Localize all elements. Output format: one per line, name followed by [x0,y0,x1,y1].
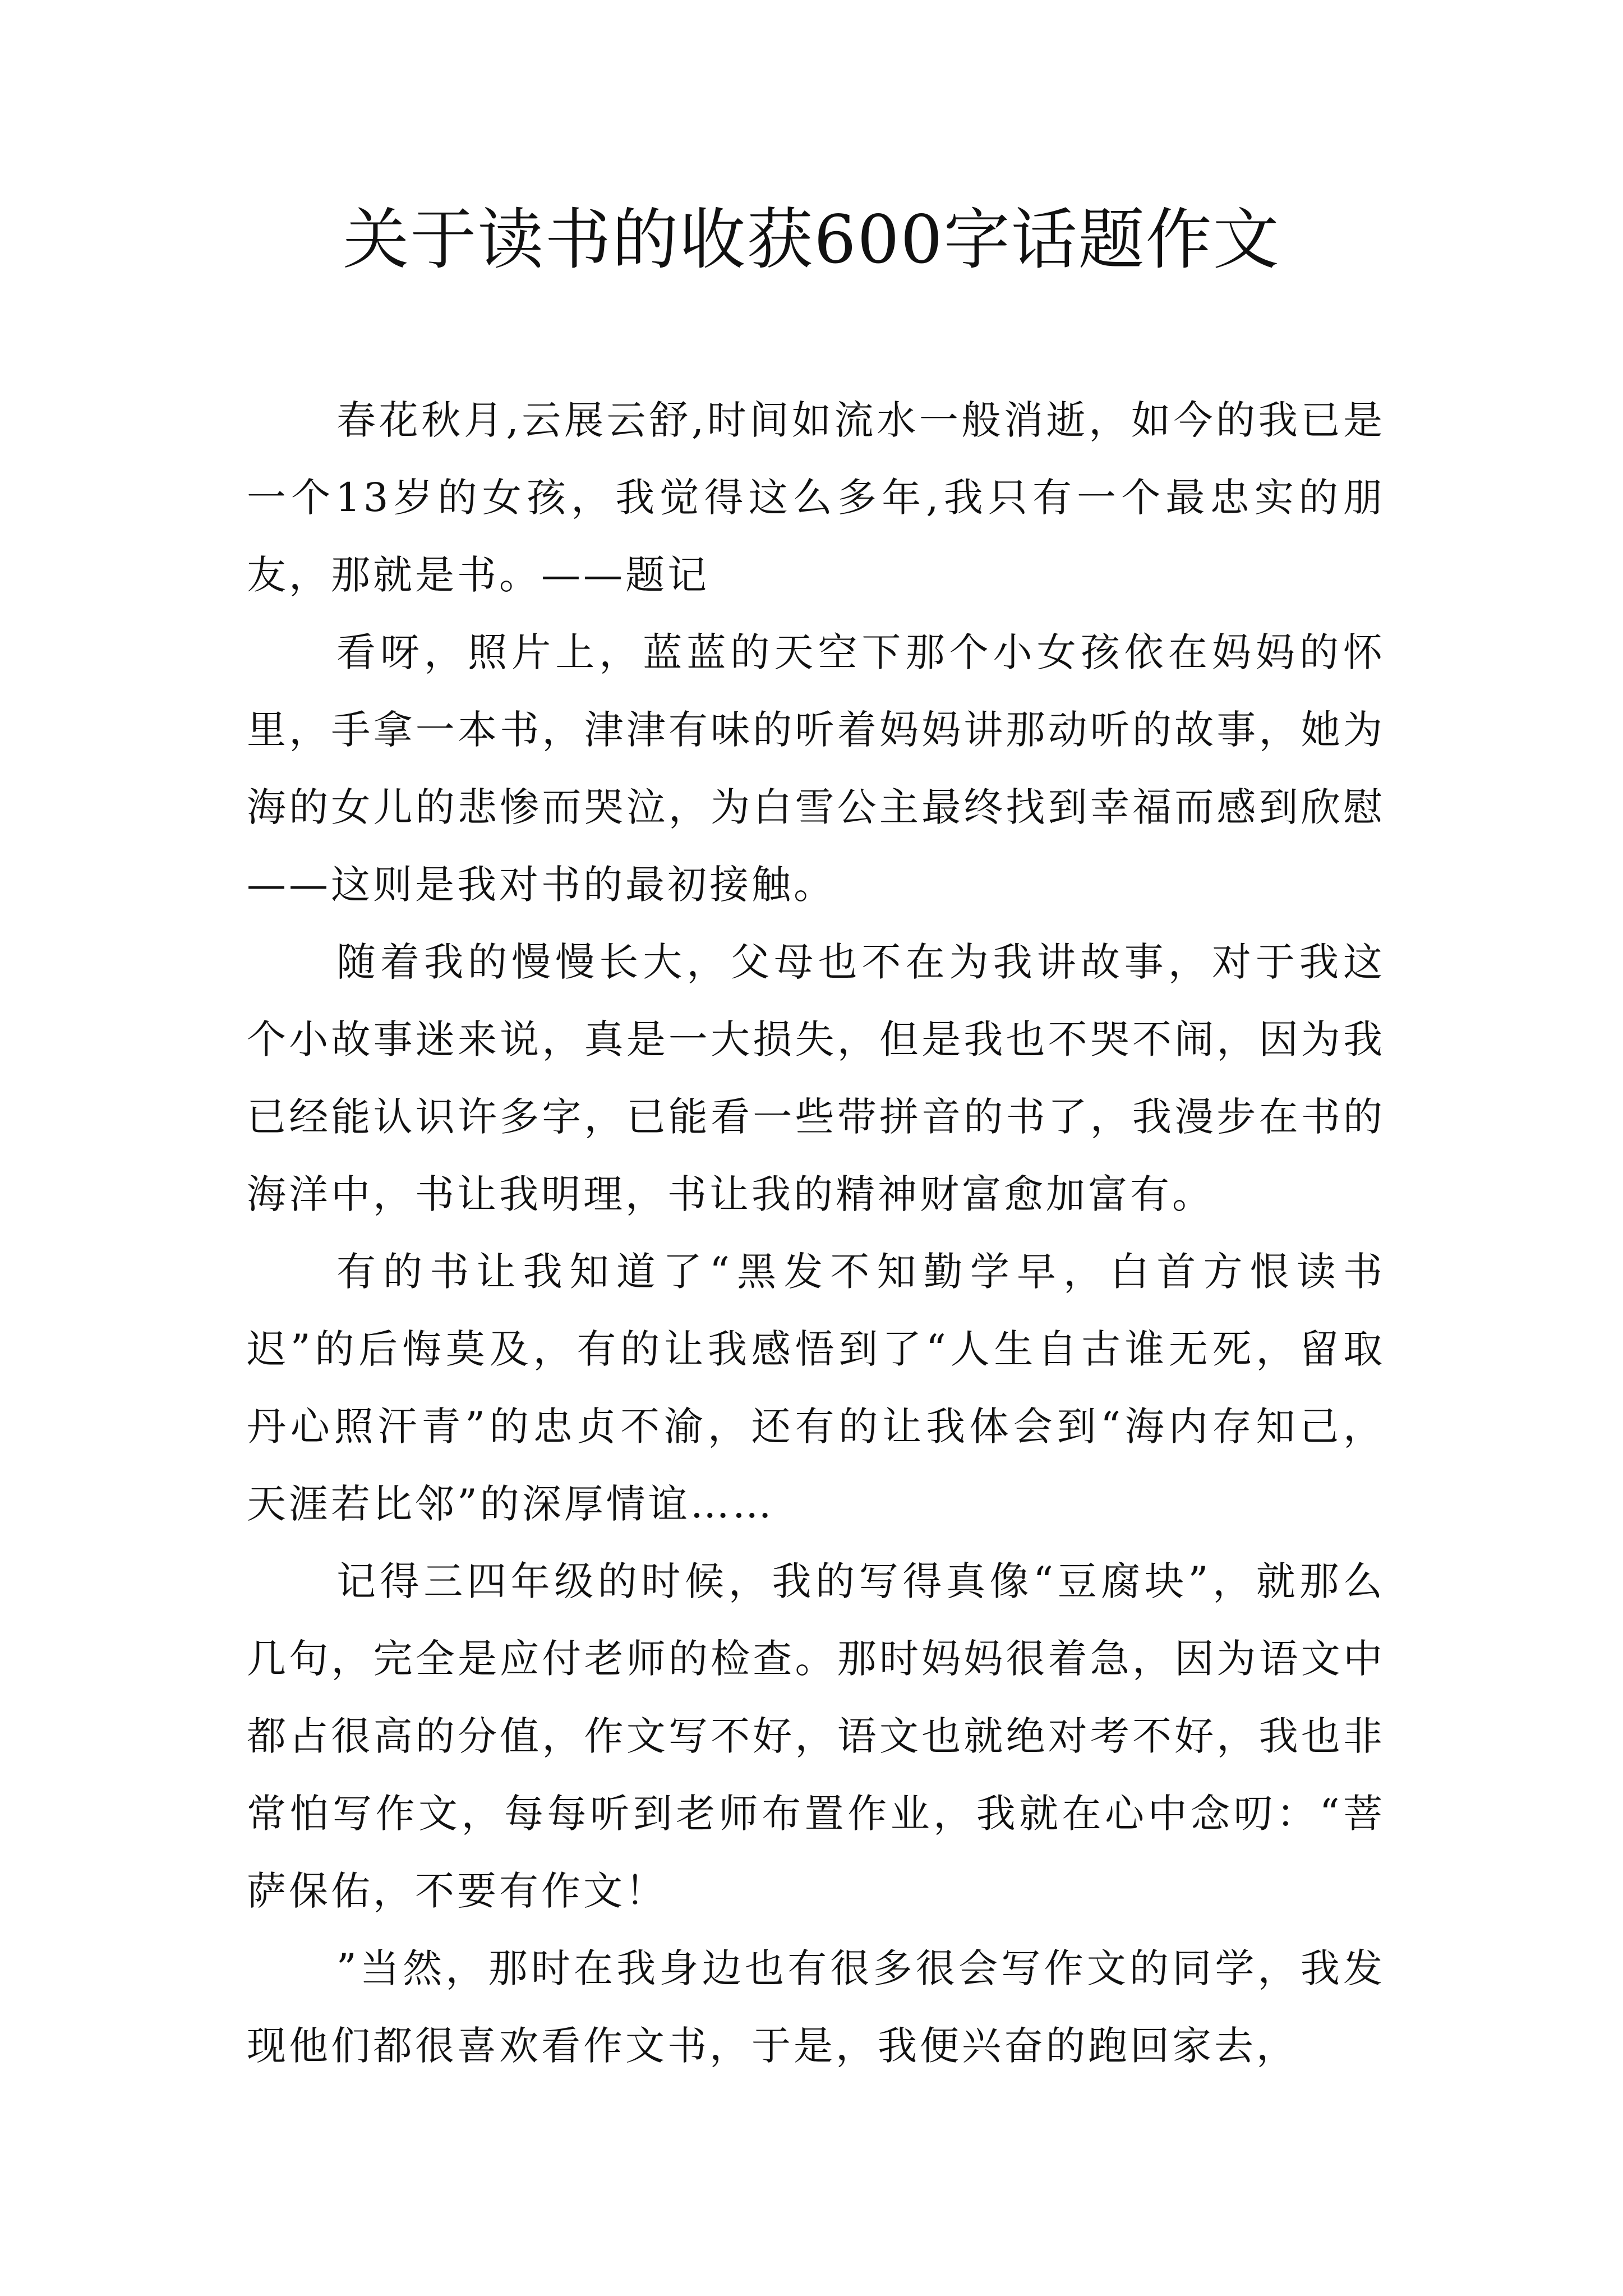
paragraph-4: 有的书让我知道了“黑发不知勤学早，白首方恨读书迟”的后悔莫及，有的让我感悟到了“人生自古谁无死，留取丹心照汗青”的忠贞不渝，还有的让我体会到“海内存知己，天涯若比邻”的深厚情谊…… [247,1249,1385,1527]
paragraph-6: ”当然，那时在我身边也有很多很会写作文的同学，我发现他们都很喜欢看作文书，于是，我便兴奋的跑回家去， [247,1945,1385,2069]
paragraph-2: 看呀，照片上，蓝蓝的天空下那个小女孩依在妈妈的怀里，手拿一本书，津津有味的听着妈妈讲那动听的故事，她为海的女儿的悲惨而哭泣，为白雪公主最终找到幸福而感到欣慰——这则是我对书的最初接触。 [247,629,1385,908]
paragraph-5: 记得三四年级的时候，我的写得真像“豆腐块”，就那么几句，完全是应付老师的检查。那时妈妈很着急，因为语文中都占很高的分值，作文写不好，语文也就绝对考不好，我也非常怕写作文，每每听到老师布置作业，我就在心中念叨：“菩萨保佑，不要有作文！ [247,1558,1385,1914]
document-body [247,381,1385,2085]
document-title: 关于读书的收获600字话题作文 [343,201,1280,278]
paragraph-3: 随着我的慢慢长大，父母也不在为我讲故事，对于我这个小故事迷来说，真是一大损失，但是我也不哭不闹，因为我已经能认识许多字，已能看一些带拼音的书了，我漫步在书的海洋中，书让我明理，书让我的精神财富愈加富有。 [247,939,1385,1217]
paragraph-1: 春花秋月,云展云舒,时间如流水一般消逝，如今的我已是一个13岁的女孩，我觉得这么多年,我只有一个最忠实的朋友，那就是书。——题记 [247,397,1385,598]
